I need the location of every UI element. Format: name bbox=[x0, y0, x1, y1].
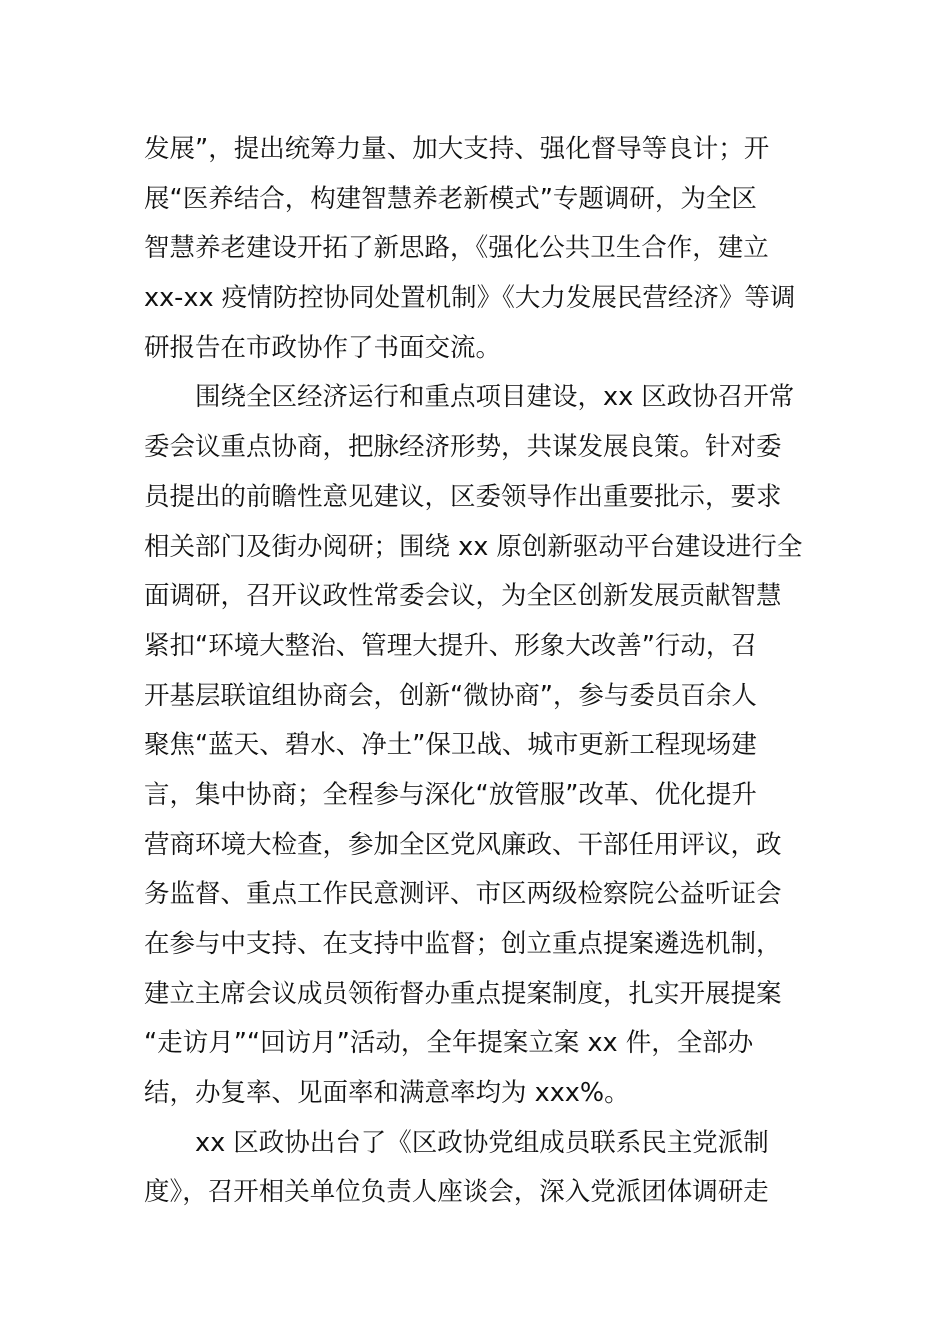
paragraph-first-line: xx 区政协出台了《区政协党组成员联系民主党派制 bbox=[195, 1127, 769, 1158]
text-line: 开基层联谊组协商会，创新“微协商”，参与委员百余人 bbox=[144, 680, 757, 711]
paragraph-first-line: 围绕全区经济运行和重点项目建设，xx 区政协召开常 bbox=[195, 382, 795, 413]
text-line: 发展”，提出统筹力量、加大支持、强化督导等良计；开 bbox=[144, 134, 770, 164]
text-line: 在参与中支持、在支持中监督；创立重点提案遴选机制， bbox=[144, 929, 782, 959]
document-body-text bbox=[144, 125, 809, 1218]
text-line: 务监督、重点工作民意测评、市区两级检察院公益听证会 bbox=[144, 879, 782, 910]
text-line: 展“医养结合，构建智慧养老新模式”专题调研，为全区 bbox=[144, 183, 757, 214]
text-line: xx-xx 疫情防控协同处置机制》《大力发展民营经济》等调 bbox=[144, 283, 796, 314]
text-line: 员提出的前瞻性意见建议，区委领导作出重要批示，要求 bbox=[144, 481, 782, 512]
text-line: 紧扣“环境大整治、管理大提升、形象大改善”行动，召 bbox=[144, 630, 757, 661]
text-line: “走访月”“回访月”活动，全年提案立案 xx 件，全部办 bbox=[144, 1028, 754, 1059]
text-line: 聚焦“蓝天、碧水、净土”保卫战、城市更新工程现场建 bbox=[144, 730, 757, 761]
text-line: 研报告在市政协作了书面交流。 bbox=[144, 332, 502, 363]
text-line: 委会议重点协商，把脉经济形势，共谋发展良策。针对委 bbox=[144, 432, 782, 463]
text-line: 结，办复率、见面率和满意率均为 xxx%。 bbox=[144, 1078, 630, 1109]
text-line: 度》，召开相关单位负责人座谈会，深入党派团体调研走 bbox=[144, 1177, 769, 1208]
text-line: 智慧养老建设开拓了新思路，《强化公共卫生合作，建立 bbox=[144, 233, 769, 264]
text-line: 面调研，召开议政性常委会议，为全区创新发展贡献智慧 bbox=[144, 581, 782, 612]
text-line: 营商环境大检查，参加全区党风廉政、干部任用评议，政 bbox=[144, 829, 782, 860]
text-line: 建立主席会议成员领衔督办重点提案制度，扎实开展提案 bbox=[144, 978, 782, 1009]
text-line: 言，集中协商；全程参与深化“放管服”改革、优化提升 bbox=[144, 779, 757, 810]
text-line: 相关部门及街办阅研；围绕 xx 原创新驱动平台建设进行全 bbox=[144, 531, 803, 562]
